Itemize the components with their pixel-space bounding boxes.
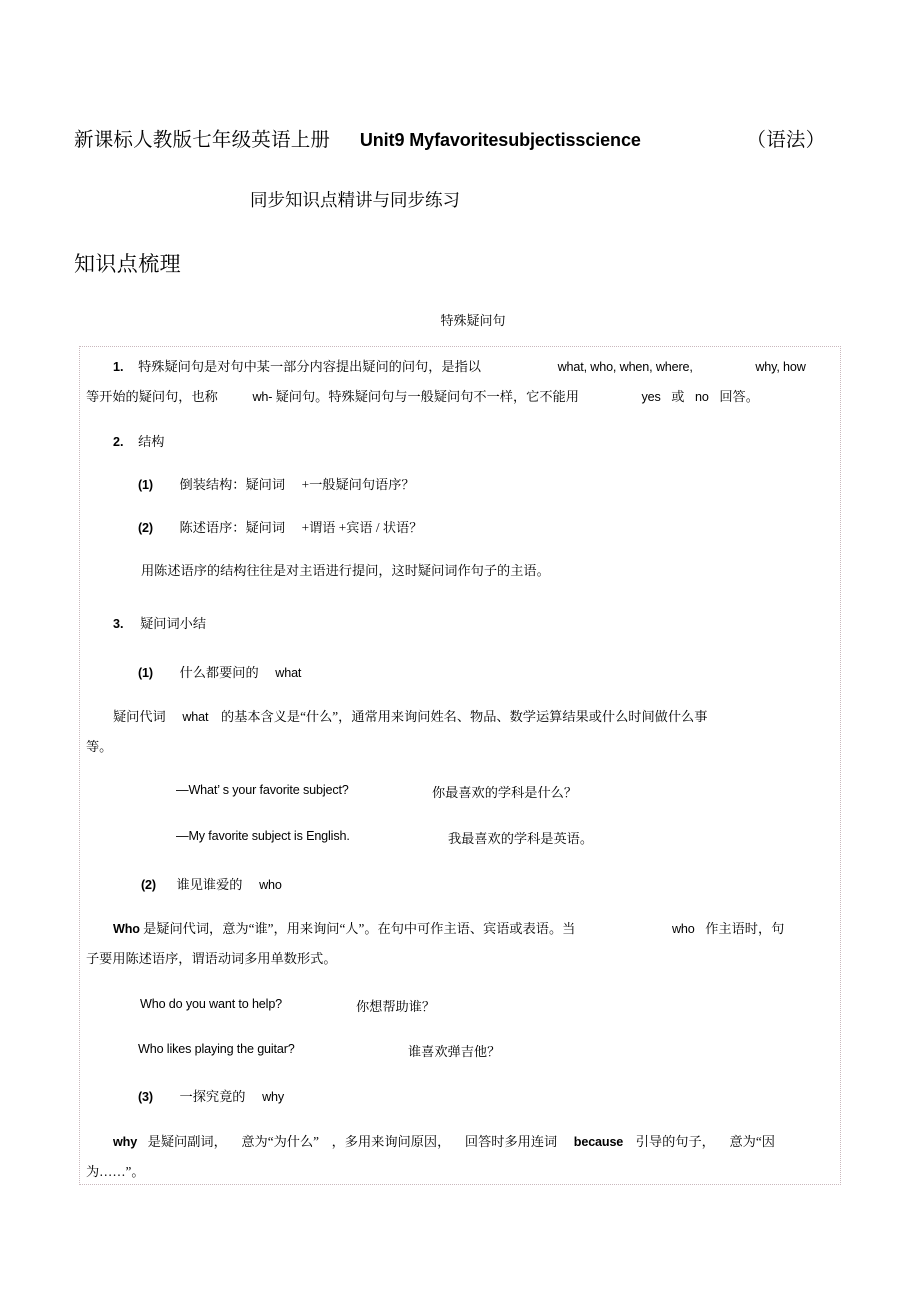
item-2-sub-1-number: (1) (138, 478, 153, 492)
item-3-who-example-2-cn: 谁喜欢弹吉他？ (408, 1044, 501, 1059)
title-english: Unit9 Myfavoritesubjectisscience (359, 130, 641, 150)
item-2-sub-2-text2: +谓语 +宾语 / 状语？ (301, 520, 423, 535)
item-3-what-example-1-en (176, 782, 349, 798)
item-3-who-example-2-en (138, 1041, 295, 1057)
item-3-what-subheading (138, 662, 301, 681)
item-3-what-example-1-cn: 你最喜欢的学科是什么？ (432, 785, 578, 800)
document-subtitle: 同步知识点精讲与同步练习 (250, 190, 460, 210)
example-en-text: —My favorite subject is English. (176, 829, 350, 843)
item-1-wh-words-1: what, who, when, where, (557, 360, 693, 374)
item-2-note: 用陈述语序的结构往往是对主语进行提问，这时疑问词作句子的主语。 (141, 563, 550, 578)
item-3-why-title-en: why (262, 1090, 285, 1104)
item-1-yes-word: yes (641, 390, 661, 404)
item-3-why-expl-f: 意为“因 (729, 1134, 775, 1149)
item-3-why-expl-line-2: 为……”。 (86, 1164, 145, 1179)
item-3-why-expl-line-1 (113, 1131, 775, 1150)
item-1-number: 1. (113, 360, 124, 374)
item-2-sub-1-text2: +一般疑问句语序？ (301, 477, 415, 492)
document-title (74, 125, 864, 155)
item-3-why-expl-b: 意为“为什么” (241, 1134, 320, 1149)
item-3-why-because: because (573, 1135, 624, 1149)
item-1-wh-words-2: why, how (755, 360, 806, 374)
item-3-why-expl-c: ，多用来询问原因， (331, 1134, 451, 1149)
topic-label (0, 311, 920, 331)
item-3-who-subheading (141, 874, 282, 893)
item-3-what-expl-line-2: 等。 (86, 739, 113, 754)
item-3-what-expl-a: 疑问代词 (113, 709, 166, 724)
item-3-who-expl-line-2: 子要用陈述语序，谓语动词多用单数形式。 (86, 951, 337, 966)
item-2-number: 2. (113, 435, 124, 449)
item-3-who-expl-en-2: who (671, 922, 695, 936)
example-en-text: —What’ s your favorite subject? (176, 783, 349, 797)
item-3-what-example-2-cn: 我最喜欢的学科是英语。 (448, 831, 594, 846)
item-3-why-expl-a: 是疑问副词， (147, 1134, 227, 1149)
item-1-wh-prefix: wh- (252, 390, 273, 404)
item-3-why-expl-d: 回答时多用连词 (464, 1134, 558, 1149)
item-1-text-c: 疑问句。特殊疑问句与一般疑问句不一样，它不能用 (275, 389, 579, 404)
item-3-why-expl-en: why (113, 1135, 138, 1149)
item-1-text-b: 等开始的疑问句，也称 (86, 389, 218, 404)
item-1-no-word: no (695, 390, 709, 404)
item-3-what-number: (1) (138, 666, 153, 680)
item-1-text-e: 回答。 (719, 389, 759, 404)
item-3-heading-text: 疑问词小结 (140, 616, 207, 631)
item-3-what-title-cn: 什么都要问的 (179, 665, 259, 680)
item-3-who-expl-line-1 (113, 918, 784, 937)
item-3-why-expl-e: 引导的句子， (635, 1134, 715, 1149)
item-2-heading (113, 431, 164, 450)
item-2-sub-1-text: 倒装结构：疑问词 (179, 477, 286, 492)
item-3-what-title-en: what (275, 666, 302, 680)
item-3-why-title-cn: 一探究竟的 (179, 1089, 246, 1104)
item-2-sub-2-text: 陈述语序：疑问词 (179, 520, 286, 535)
item-3-who-example-1-en (140, 996, 282, 1012)
item-3-who-title-en: who (259, 878, 282, 892)
page-title: 知识点梳理 (74, 252, 181, 276)
item-3-what-expl-b: 的基本含义是“什么”，通常用来询问姓名、物品、数学运算结果或什么时间做什么事 (220, 709, 708, 724)
item-3-why-subheading (138, 1086, 284, 1105)
item-3-heading (113, 613, 206, 632)
item-2-sub-2 (138, 517, 422, 536)
item-1-line-1 (113, 356, 806, 375)
example-en-text: Who do you want to help? (140, 997, 283, 1011)
item-3-why-number: (3) (138, 1090, 153, 1104)
title-chinese: 新课标人教版七年级英语上册 (74, 130, 331, 151)
item-3-who-expl-a: 是疑问代词，意为“谁”，用来询问“人”。在句中可作主语、宾语或表语。当 (143, 921, 576, 936)
item-3-who-expl-en: Who (113, 922, 140, 936)
item-3-what-expl-line-1 (113, 706, 707, 725)
item-3-who-expl-b: 作主语时，句 (705, 921, 785, 936)
item-1-text-a: 特殊疑问句是对句中某一部分内容提出疑问的问句，是指以 (138, 359, 481, 374)
item-3-who-number: (2) (141, 878, 156, 892)
item-3-number: 3. (113, 617, 124, 631)
item-1-line-2 (86, 386, 759, 405)
item-2-sub-2-number: (2) (138, 521, 153, 535)
item-3-who-example-1-cn: 你想帮助谁？ (356, 999, 436, 1014)
item-2-sub-1 (138, 474, 415, 493)
item-3-what-expl-en: what (182, 710, 209, 724)
topic-label-text: 特殊疑问句 (440, 313, 506, 328)
example-en-text: Who likes playing the guitar? (138, 1042, 295, 1056)
item-2-heading-text: 结构 (138, 434, 165, 449)
item-3-who-title-cn: 谁见谁爱的 (176, 877, 243, 892)
title-suffix: （语法） (746, 130, 826, 151)
item-1-text-d: 或 (671, 389, 685, 404)
item-3-what-example-2-en (176, 828, 350, 844)
